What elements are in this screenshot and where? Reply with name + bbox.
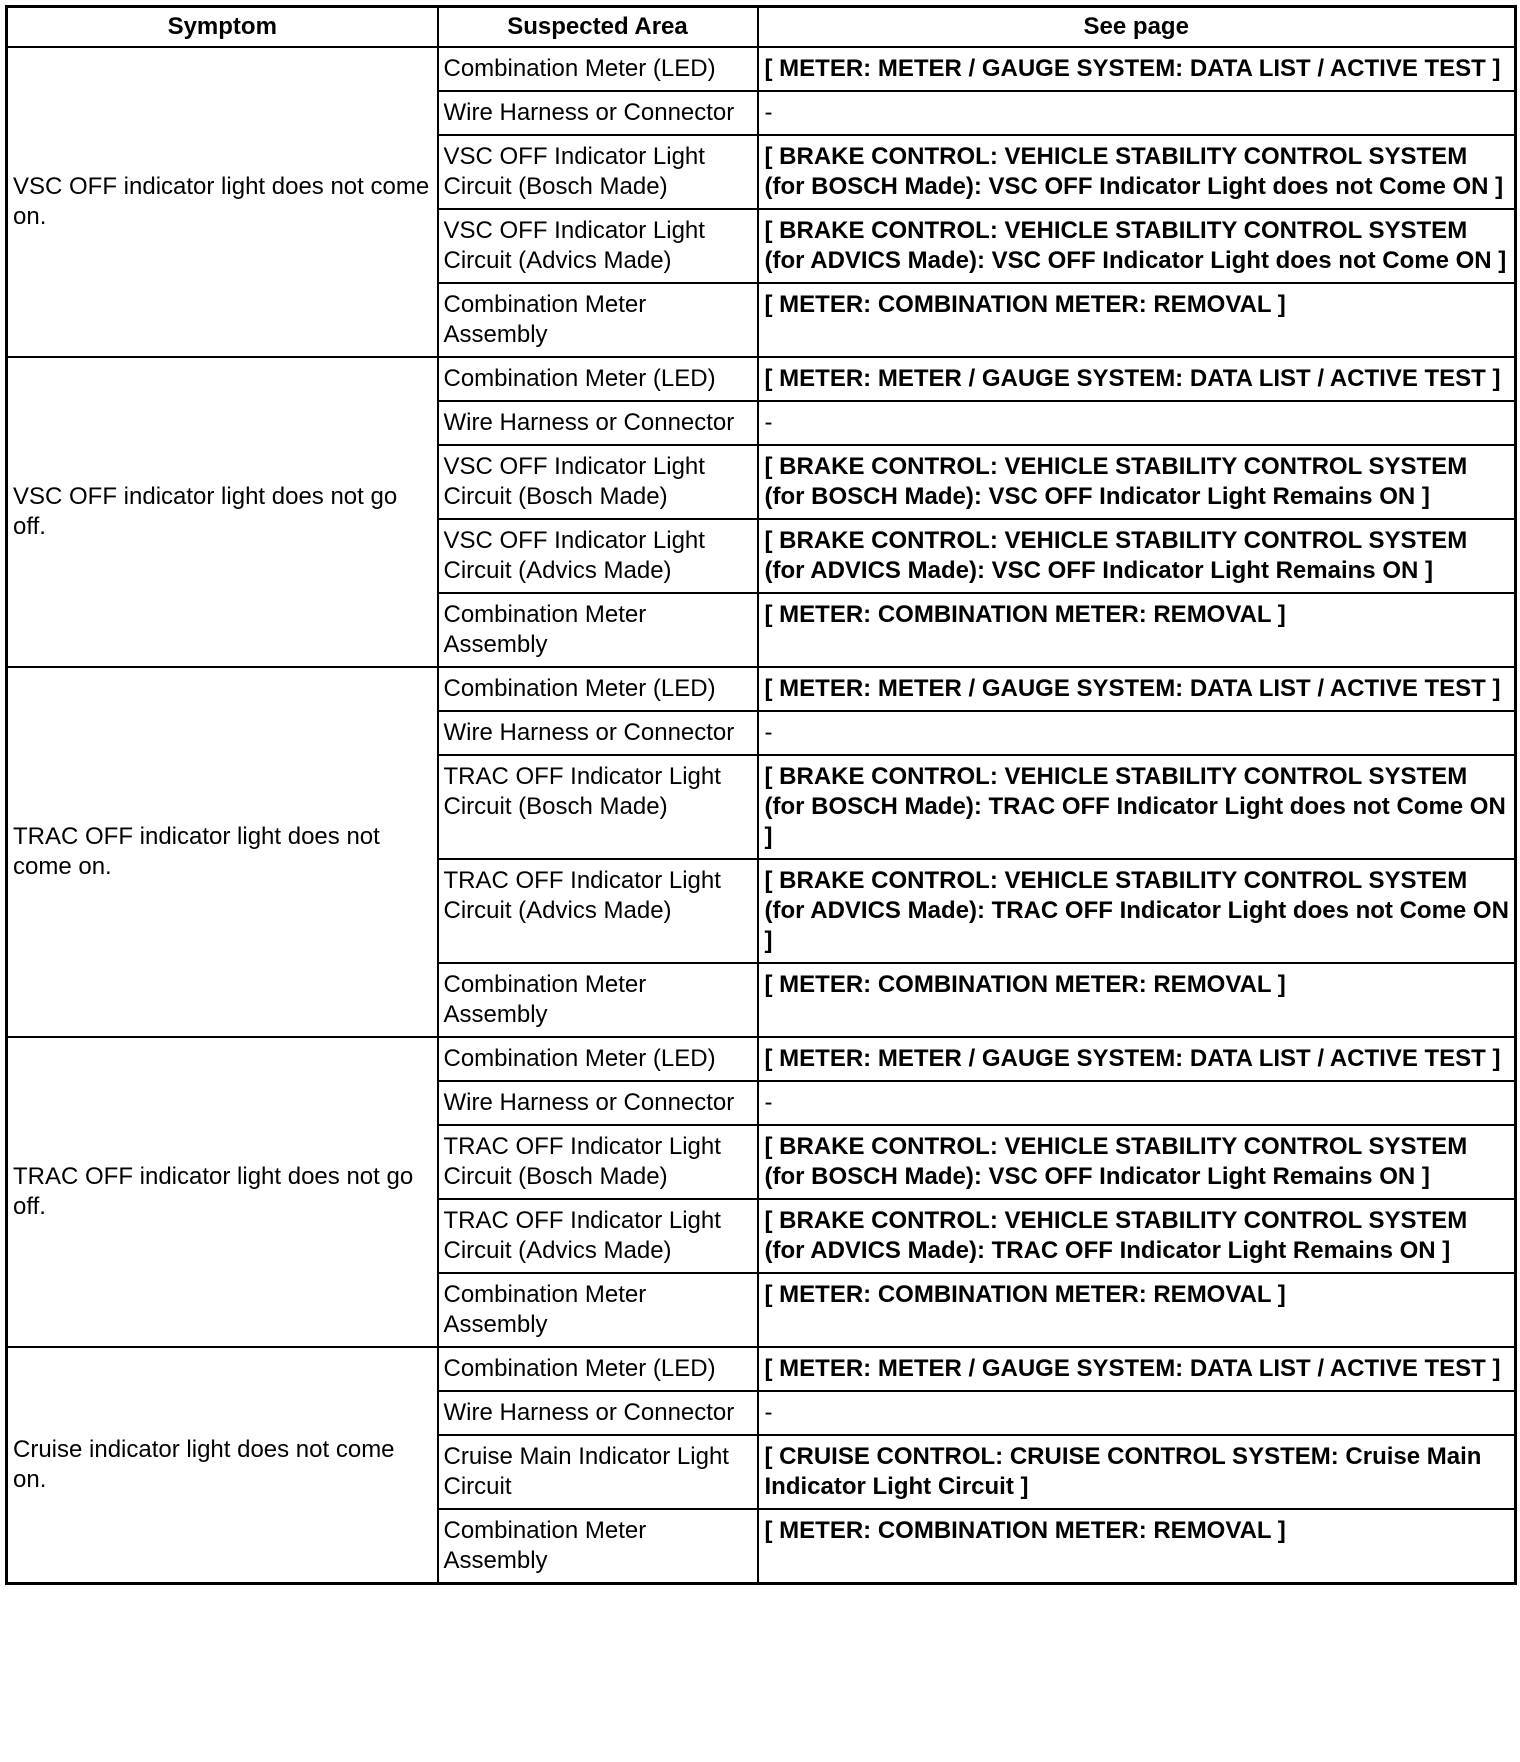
document-page [5,5,1517,1585]
symptom-cell: TRAC OFF indicator light does not come on. [7,667,438,1037]
suspected-area-cell: Combination Meter Assembly [438,1273,758,1347]
header-see-page: See page [758,7,1516,48]
see-page-cell: [ BRAKE CONTROL: VEHICLE STABILITY CONTROL SYSTEM (for ADVICS Made): VSC OFF Indicator Light Remains ON ] [758,519,1516,593]
see-page-cell: - [758,91,1516,135]
symptom-cell: TRAC OFF indicator light does not go off. [7,1037,438,1347]
suspected-area-cell: TRAC OFF Indicator Light Circuit (Advics Made) [438,859,758,963]
suspected-area-cell: VSC OFF Indicator Light Circuit (Advics Made) [438,519,758,593]
table-row [7,667,1516,711]
suspected-area-cell: VSC OFF Indicator Light Circuit (Advics Made) [438,209,758,283]
symptom-cell: VSC OFF indicator light does not go off. [7,357,438,667]
see-page-cell: - [758,1391,1516,1435]
suspected-area-cell: TRAC OFF Indicator Light Circuit (Bosch Made) [438,1125,758,1199]
suspected-area-cell: Combination Meter Assembly [438,1509,758,1584]
suspected-area-cell: Wire Harness or Connector [438,401,758,445]
see-page-cell: [ METER: COMBINATION METER: REMOVAL ] [758,283,1516,357]
suspected-area-cell: Combination Meter (LED) [438,357,758,401]
see-page-cell: [ BRAKE CONTROL: VEHICLE STABILITY CONTROL SYSTEM (for ADVICS Made): VSC OFF Indicator Light does not Come ON ] [758,209,1516,283]
see-page-cell: [ METER: COMBINATION METER: REMOVAL ] [758,1273,1516,1347]
suspected-area-cell: Combination Meter (LED) [438,1347,758,1391]
suspected-area-cell: Combination Meter (LED) [438,47,758,91]
see-page-cell: [ BRAKE CONTROL: VEHICLE STABILITY CONTROL SYSTEM (for BOSCH Made): TRAC OFF Indicator Light does not Come ON ] [758,755,1516,859]
see-page-cell: [ METER: METER / GAUGE SYSTEM: DATA LIST / ACTIVE TEST ] [758,47,1516,91]
table-row [7,1037,1516,1081]
table-row [7,357,1516,401]
symptom-cell: Cruise indicator light does not come on. [7,1347,438,1584]
symptom-cell: VSC OFF indicator light does not come on. [7,47,438,357]
suspected-area-cell: Wire Harness or Connector [438,91,758,135]
suspected-area-cell: TRAC OFF Indicator Light Circuit (Advics Made) [438,1199,758,1273]
suspected-area-cell: Wire Harness or Connector [438,1081,758,1125]
see-page-cell: [ CRUISE CONTROL: CRUISE CONTROL SYSTEM: Cruise Main Indicator Light Circuit ] [758,1435,1516,1509]
symptom-table [5,5,1517,1585]
see-page-cell: [ METER: METER / GAUGE SYSTEM: DATA LIST / ACTIVE TEST ] [758,667,1516,711]
see-page-cell: [ METER: METER / GAUGE SYSTEM: DATA LIST / ACTIVE TEST ] [758,1347,1516,1391]
table-row [7,47,1516,91]
see-page-cell: - [758,711,1516,755]
see-page-cell: [ METER: COMBINATION METER: REMOVAL ] [758,963,1516,1037]
see-page-cell: - [758,401,1516,445]
see-page-cell: - [758,1081,1516,1125]
see-page-cell: [ METER: COMBINATION METER: REMOVAL ] [758,1509,1516,1584]
see-page-cell: [ BRAKE CONTROL: VEHICLE STABILITY CONTROL SYSTEM (for ADVICS Made): TRAC OFF Indicator Light Remains ON ] [758,1199,1516,1273]
suspected-area-cell: VSC OFF Indicator Light Circuit (Bosch Made) [438,445,758,519]
suspected-area-cell: Combination Meter Assembly [438,283,758,357]
suspected-area-cell: Combination Meter Assembly [438,593,758,667]
see-page-cell: [ BRAKE CONTROL: VEHICLE STABILITY CONTROL SYSTEM (for BOSCH Made): VSC OFF Indicator Light does not Come ON ] [758,135,1516,209]
see-page-cell: [ METER: METER / GAUGE SYSTEM: DATA LIST / ACTIVE TEST ] [758,1037,1516,1081]
suspected-area-cell: Combination Meter (LED) [438,1037,758,1081]
see-page-cell: [ BRAKE CONTROL: VEHICLE STABILITY CONTROL SYSTEM (for BOSCH Made): VSC OFF Indicator Light Remains ON ] [758,445,1516,519]
suspected-area-cell: Wire Harness or Connector [438,711,758,755]
table-row [7,1347,1516,1391]
suspected-area-cell: Combination Meter Assembly [438,963,758,1037]
see-page-cell: [ BRAKE CONTROL: VEHICLE STABILITY CONTROL SYSTEM (for ADVICS Made): TRAC OFF Indicator Light does not Come ON ] [758,859,1516,963]
suspected-area-cell: VSC OFF Indicator Light Circuit (Bosch Made) [438,135,758,209]
header-suspected-area: Suspected Area [438,7,758,48]
suspected-area-cell: Combination Meter (LED) [438,667,758,711]
suspected-area-cell: Cruise Main Indicator Light Circuit [438,1435,758,1509]
suspected-area-cell: Wire Harness or Connector [438,1391,758,1435]
suspected-area-cell: TRAC OFF Indicator Light Circuit (Bosch Made) [438,755,758,859]
see-page-cell: [ METER: COMBINATION METER: REMOVAL ] [758,593,1516,667]
header-row [7,7,1516,48]
see-page-cell: [ BRAKE CONTROL: VEHICLE STABILITY CONTROL SYSTEM (for BOSCH Made): VSC OFF Indicator Light Remains ON ] [758,1125,1516,1199]
header-symptom: Symptom [7,7,438,48]
see-page-cell: [ METER: METER / GAUGE SYSTEM: DATA LIST / ACTIVE TEST ] [758,357,1516,401]
